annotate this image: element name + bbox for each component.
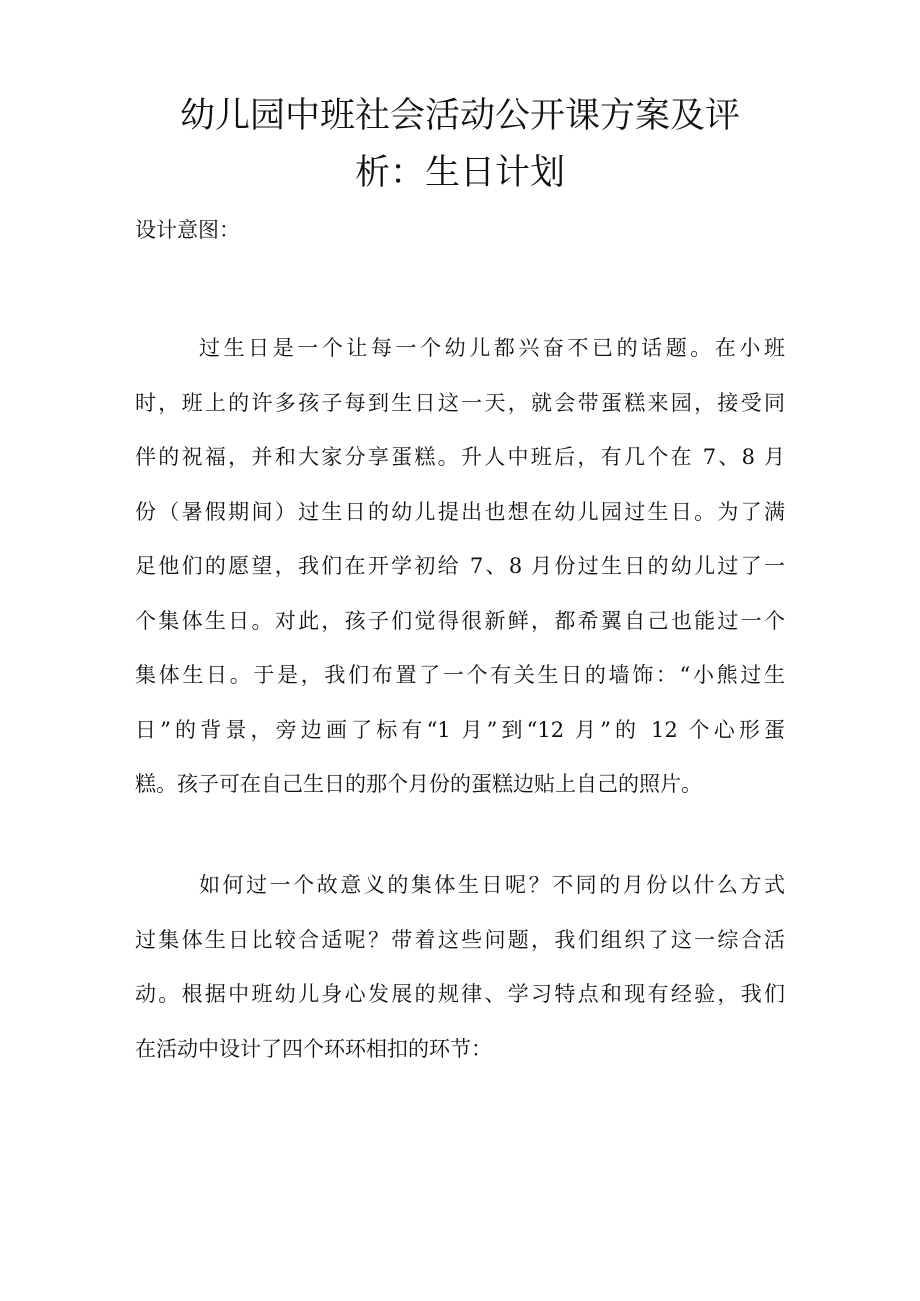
paragraph-line: 动。根据中班幼儿身心发展的规律、学习特点和现有经验，我们 — [135, 982, 785, 1006]
paragraph-line: 集体生日。于是，我们布置了一个有关生日的墙饰：“小熊过生 — [135, 663, 785, 687]
paragraph-line: 足他们的愿望，我们在开学初给 7、8 月份过生日的幼儿过了一 — [135, 554, 785, 578]
paragraph-line: 伴的祝福，并和大家分享蛋糕。升人中班后，有几个在 7、8 月 — [135, 445, 785, 469]
paragraph-line: 个集体生日。对此，孩子们觉得很新鲜，都希翼自己也能过一个 — [135, 608, 785, 633]
paragraph-line: 在活动中设计了四个环环相扣的环节： — [135, 1036, 492, 1061]
document-title — [0, 88, 920, 202]
paragraph-questions — [135, 858, 785, 1076]
title-line: 析：生日计划 — [354, 153, 565, 193]
paragraph-line: 份（暑假期间）过生日的幼儿提出也想在幼儿园过生日。为了满 — [135, 499, 785, 524]
paragraph-line: 糕。孩子可在自己生日的那个月份的蛋糕边贴上自己的照片。 — [135, 772, 702, 796]
paragraph-line: 如何过一个故意义的集体生日呢？不同的月份以什么方式 — [199, 873, 785, 897]
paragraph-line: 过集体生日比较合适呢？带着这些问题，我们组织了这一综合活 — [135, 927, 785, 952]
paragraph-line: 过生日是一个让每一个幼儿都兴奋不已的话题。在小班 — [199, 336, 785, 360]
paragraph-line: 时，班上的许多孩子每到生日这一天，就会带蛋糕来园，接受同 — [135, 390, 785, 415]
section-label: 设计意图： — [135, 218, 240, 242]
title-line: 幼儿园中班社会活动公开课方案及评 — [179, 96, 740, 136]
paragraph-intro — [135, 321, 785, 812]
paragraph-line: 日”的背景，旁边画了标有“1 月”到“12 月”的 12 个心形蛋 — [135, 717, 785, 742]
